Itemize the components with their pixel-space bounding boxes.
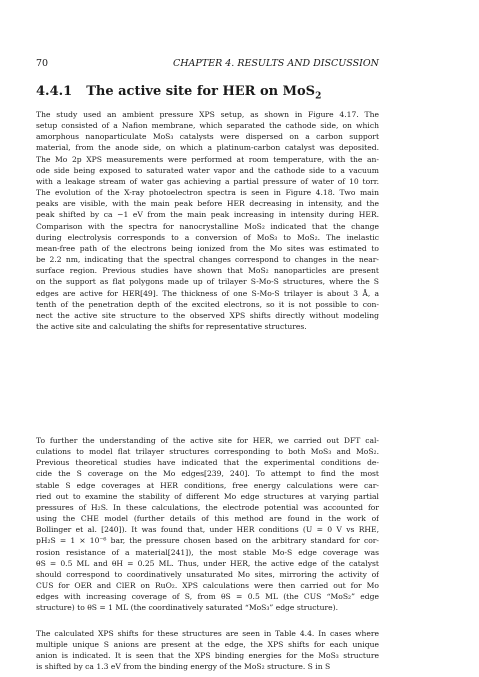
text-line: on the support as flat polygons made up of trilayer S-Mo-S structures, where the S [36, 277, 379, 287]
chapter-title: CHAPTER 4. RESULTS AND DISCUSSION [173, 58, 379, 69]
section-number: 4.4.1 [36, 84, 73, 99]
text-line: pH₂S = 1 × 10⁻⁶ bar, the pressure chosen based on the arbitrary standard for cor- [36, 536, 379, 546]
text-line: the active site and calculating the shifts for representative structures. [36, 321, 307, 331]
text-line: The Mo 2p XPS measurements were performed at room temperature, with the an- [36, 154, 379, 164]
page-number: 70 [36, 58, 49, 69]
paragraph-3 [36, 628, 379, 673]
section-heading [36, 84, 376, 102]
text-line: multiple unique S anions are present at the edge, the XPS shifts for each unique [36, 640, 379, 650]
text-line: Comparison with the spectra for nanocrystalline MoS₂ indicated that the change [36, 221, 379, 231]
text-line: mean-free path of the electrons being ionized from the Mo sites was estimated to [36, 243, 379, 253]
text-line: setup consisted of a Nafion membrane, which separated the cathode side, on which [36, 121, 379, 131]
text-line: tenth of the penetration depth of the excited electrons, so it is not possible to con- [36, 299, 379, 309]
text-line: peaks are visible, with the main peak before HER decreasing in intensity, and the [36, 199, 379, 209]
section-title-subscript: 2 [315, 91, 322, 102]
text-line: Bollinger et al. [240]). It was found that, under HER conditions (U = 0 V vs RHE, [36, 525, 379, 535]
text-line: The calculated XPS shifts for these structures are seen in Table 4.4. In cases where [36, 629, 379, 638]
text-line: edges are active for HER[49]. The thickness of one S-Mo-S trilayer is about 3 Å, a [36, 288, 379, 298]
text-line: peak shifted by ca −1 eV from the main peak increasing in intensity during HER. [36, 210, 379, 220]
text-line: culations to model flat trilayer structures corresponding to both MoS₃ and MoS₂. [36, 447, 379, 457]
text-line: should correspond to coordinatively unsaturated Mo sites, mirroring the activity of [36, 569, 379, 579]
text-line: θS = 0.5 ML and θH = 0.25 ML. Thus, under HER, the active edge of the catalyst [36, 558, 379, 568]
text-line: material, from the anode side, on which a platinum-carbon catalyst was deposited. [36, 143, 379, 153]
text-line: stable S edge coverages at HER conditions, free energy calculations were car- [36, 480, 379, 490]
text-line: be 2.2 nm, indicating that the spectral changes correspond to changes in the near- [36, 255, 379, 265]
running-header [36, 58, 379, 72]
text-line: structure) to θS = 1 ML (the coordinatively saturated “MoS₃” edge structure). [36, 603, 338, 613]
text-line: The study used an ambient pressure XPS setup, as shown in Figure 4.17. The [36, 110, 379, 119]
text-line: surface region. Previous studies have shown that MoS₂ nanoparticles are present [36, 266, 379, 276]
text-line: ried out to examine the stability of different Mo edge structures at varying partial [36, 491, 379, 501]
paragraph-2 [36, 435, 379, 614]
text-line: CUS for OER and ClER on RuO₂. XPS calculations were then carried out for Mo [36, 581, 379, 591]
text-line: during electrolysis corresponds to a conversion of MoS₃ to MoS₂. The inelastic [36, 232, 379, 242]
text-line: Previous theoretical studies have indicated that the experimental conditions de- [36, 458, 379, 468]
text-line: pressures of H₂S. In these calculations, the electrode potential was accounted for [36, 502, 379, 512]
text-line: rosion resistance of a material[241]), the most stable Mo-S edge coverage was [36, 547, 379, 557]
text-line: amorphous nanoparticulate MoS₃ catalysts were dispersed on a carbon support [36, 132, 379, 142]
text-line: with a leakage stream of water gas achieving a partial pressure of water of 10 torr. [36, 176, 379, 186]
text-line: ode side being exposed to saturated water vapor and the cathode side to a vacuum [36, 165, 379, 175]
text-line: To further the understanding of the active site for HER, we carried out DFT cal- [36, 436, 379, 445]
text-line: cide the S coverage on the Mo edges[239, 240]. To attempt to find the most [36, 469, 379, 479]
text-line: using the CHE model (further details of this method are found in the work of [36, 514, 379, 524]
text-line: anion is indicated. It is seen that the XPS binding energies for the MoS₃ structure [36, 651, 379, 661]
section-title: The active site for HER on MoS [86, 84, 316, 99]
text-line: edges with increasing coverage of S, from θS = 0.5 ML (the CUS “MoS₂” edge [36, 592, 379, 602]
paragraph-1 [36, 109, 379, 332]
text-line: nect the active site structure to the observed XPS shifts directly without modeling [36, 310, 379, 320]
text-line: is shifted by ca 1.3 eV from the binding energy of the MoS₂ structure. S in S [36, 662, 331, 672]
text-line: The evolution of the X-ray photoelectron spectra is seen in Figure 4.18. Two main [36, 188, 379, 198]
